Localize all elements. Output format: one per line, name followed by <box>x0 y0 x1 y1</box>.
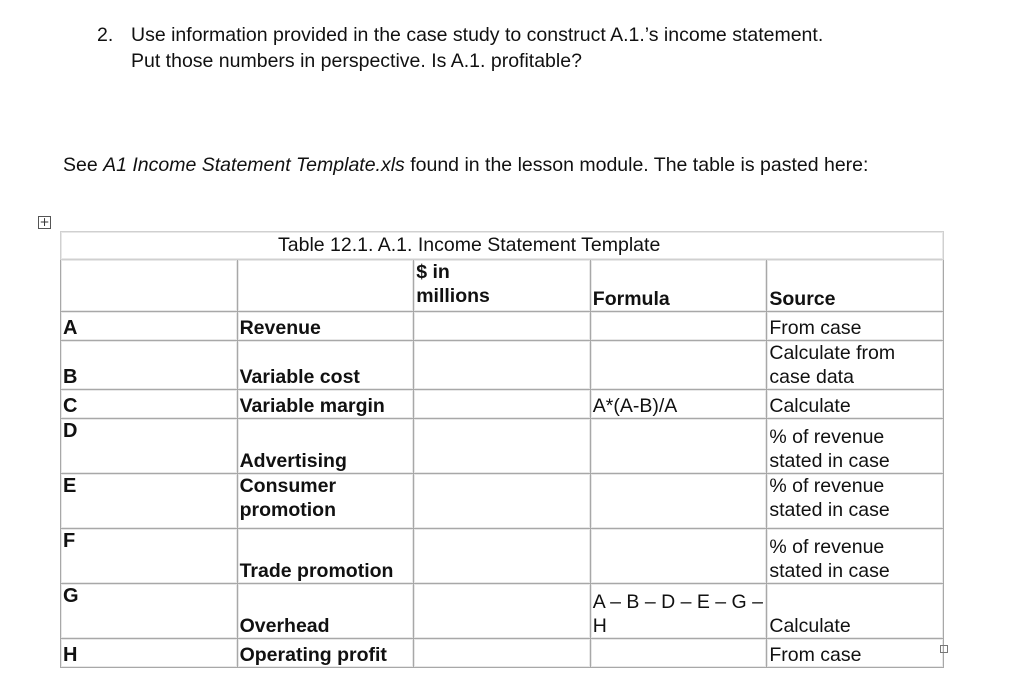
table-row <box>61 312 944 341</box>
income-statement-table <box>60 231 944 668</box>
table-header-row <box>61 260 944 312</box>
row-item: Trade promotion <box>237 529 414 584</box>
row-source: Calculate from case data <box>767 341 944 390</box>
row-source: From case <box>767 312 944 341</box>
header-formula-cell: Formula <box>590 260 767 312</box>
header-value-line2: millions <box>416 285 490 307</box>
row-source: From case <box>767 639 944 668</box>
row-id: C <box>61 390 238 419</box>
question-text <box>131 22 823 74</box>
question-number: 2. <box>97 24 114 46</box>
row-id: E <box>61 474 238 529</box>
table-row <box>61 639 944 668</box>
table-row <box>61 419 944 474</box>
intro-suffix: found in the lesson module. The table is pasted here: <box>404 154 869 176</box>
row-item: Advertising <box>237 419 414 474</box>
template-filename: A1 Income Statement Template.xls <box>103 154 405 176</box>
row-value[interactable] <box>414 474 591 529</box>
row-formula: A – B – D – E – G – H <box>590 584 767 639</box>
row-id: A <box>61 312 238 341</box>
intro-prefix: See <box>63 154 104 176</box>
table-row <box>61 390 944 419</box>
row-item: Revenue <box>237 312 414 341</box>
row-formula <box>590 639 767 668</box>
header-value-line1: $ in <box>416 261 450 283</box>
row-value[interactable] <box>414 341 591 390</box>
row-formula: A*(A-B)/A <box>590 390 767 419</box>
row-source: Calculate <box>767 390 944 419</box>
row-value[interactable] <box>414 390 591 419</box>
row-id: F <box>61 529 238 584</box>
table-resize-handle-icon[interactable] <box>940 645 948 653</box>
header-item-cell <box>237 260 414 312</box>
row-id: D <box>61 419 238 474</box>
row-source: % of revenue stated in case <box>767 529 944 584</box>
row-item: Overhead <box>237 584 414 639</box>
row-item: Consumer promotion <box>237 474 414 529</box>
question-line-2: Put those numbers in perspective. Is A.1. profitable? <box>131 50 582 72</box>
row-formula <box>590 419 767 474</box>
question-line-1: Use information provided in the case study to construct A.1.’s income statement. <box>131 24 824 46</box>
row-value[interactable] <box>414 419 591 474</box>
row-item: Variable cost <box>237 341 414 390</box>
table-row <box>61 474 944 529</box>
header-value-cell <box>414 260 591 312</box>
row-formula <box>590 474 767 529</box>
header-source-cell: Source <box>767 260 944 312</box>
row-source: Calculate <box>767 584 944 639</box>
table-title: Table 12.1. A.1. Income Statement Template <box>278 234 661 256</box>
table-row <box>61 341 944 390</box>
table-row <box>61 529 944 584</box>
table-move-handle-icon[interactable]: + <box>39 215 50 229</box>
row-id: H <box>61 639 238 668</box>
row-source: % of revenue stated in case <box>767 474 944 529</box>
row-formula <box>590 312 767 341</box>
row-item: Operating profit <box>237 639 414 668</box>
row-id: G <box>61 584 238 639</box>
row-value[interactable] <box>414 529 591 584</box>
intro-paragraph <box>63 152 963 178</box>
table-row <box>61 584 944 639</box>
row-formula <box>590 529 767 584</box>
row-value[interactable] <box>414 639 591 668</box>
row-value[interactable] <box>414 312 591 341</box>
row-formula <box>590 341 767 390</box>
row-id: B <box>61 341 238 390</box>
header-id-cell <box>61 260 238 312</box>
row-item: Variable margin <box>237 390 414 419</box>
row-source: % of revenue stated in case <box>767 419 944 474</box>
row-value[interactable] <box>414 584 591 639</box>
